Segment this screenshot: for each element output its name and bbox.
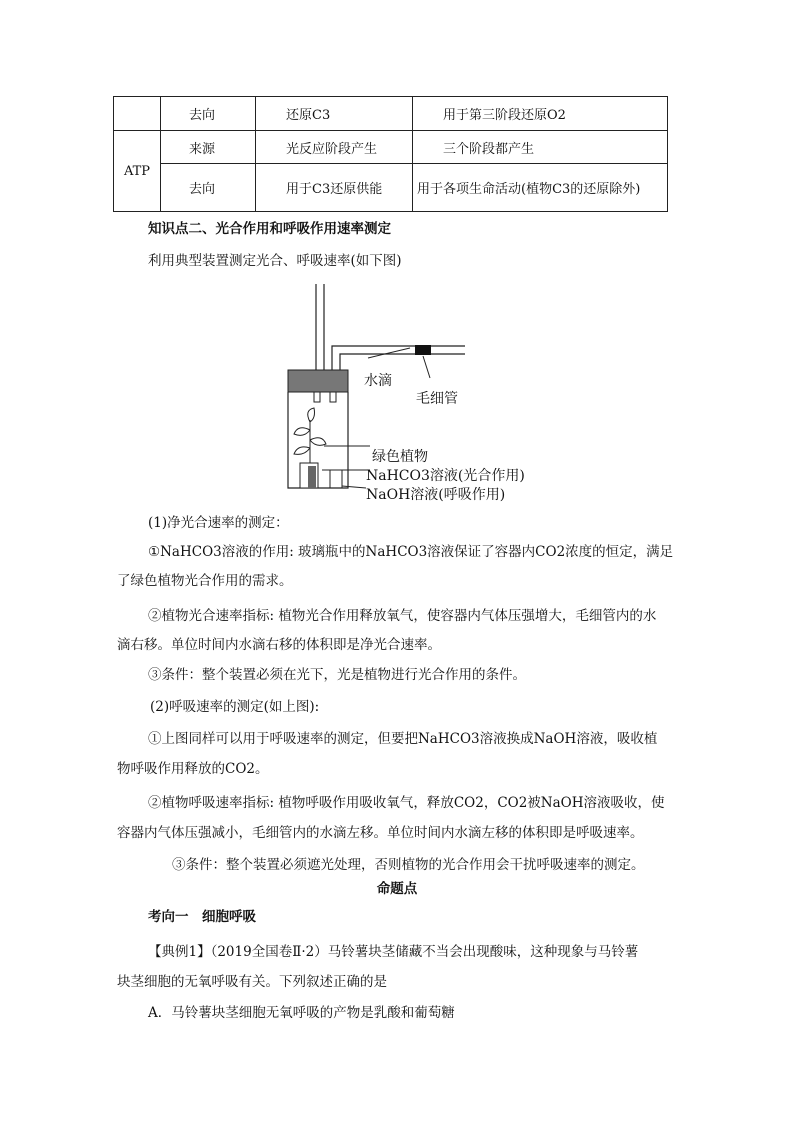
table-cell: 去向 — [161, 97, 256, 131]
table-row — [114, 97, 668, 131]
paragraph: (1)净光合速率的测定： — [148, 515, 289, 531]
table-cell: 去向 — [161, 164, 256, 212]
paragraph: 了绿色植物光合作用的需求。 — [117, 573, 293, 589]
section-title: 知识点二、光合作用和呼吸作用速率测定 — [148, 221, 391, 237]
table-cell: 三个阶段都产生 — [413, 131, 668, 164]
example-text: 块茎细胞的无氧呼吸有关。下列叙述正确的是 — [117, 974, 387, 990]
intro-text: 利用典型装置测定光合、呼吸速率(如下图) — [148, 253, 402, 269]
paragraph: 物呼吸作用释放的CO2。 — [117, 761, 269, 777]
paragraph: (2)呼吸速率的测定(如上图): — [150, 699, 320, 715]
heading-mingtidian: 命题点 — [376, 881, 418, 897]
example-text: 【典例1】（2019全国卷Ⅱ·2）马铃薯块茎储藏不当会出现酸味，这种现象与马铃薯 — [148, 944, 639, 960]
paragraph: ③条件：整个装置必须遮光处理，否则植物的光合作用会干扰呼吸速率的测定。 — [172, 857, 645, 873]
paragraph: ①NaHCO3溶液的作用: 玻璃瓶中的NaHCO3溶液保证了容器内CO2浓度的恒定，满足 — [148, 544, 674, 560]
paragraph: ③条件：整个装置必须在光下，光是植物进行光合作用的条件。 — [148, 667, 526, 683]
table-cell: 用于C3还原供能 — [256, 164, 413, 212]
label-naoh: NaOH溶液(呼吸作用) — [366, 487, 506, 503]
label-capillary: 毛细管 — [416, 391, 458, 407]
paragraph: ②植物光合速率指标: 植物光合作用释放氧气，使容器内气体压强增大，毛细管内的水 — [148, 608, 657, 624]
table-cell: 还原C3 — [256, 97, 413, 131]
water-drop-mark — [415, 345, 431, 355]
table-cell: 来源 — [161, 131, 256, 164]
option-a: A．马铃薯块茎细胞无氧呼吸的产物是乳酸和葡萄糖 — [148, 1005, 455, 1021]
table-cell: 光反应阶段产生 — [256, 131, 413, 164]
paragraph: 滴右移。单位时间内水滴右移的体积即是净光合速率。 — [117, 637, 441, 653]
table-cell-label — [114, 97, 161, 131]
kaoxiang-title: 考向一 细胞呼吸 — [148, 909, 256, 925]
label-nahco3: NaHCO3溶液(光合作用) — [366, 468, 525, 484]
table-cell: 用于各项生命活动(植物C3的还原除外) — [413, 164, 668, 212]
paragraph: ①上图同样可以用于呼吸速率的测定，但要把NaHCO3溶液换成NaOH溶液，吸收植 — [148, 731, 658, 747]
label-green-plant: 绿色植物 — [372, 449, 428, 465]
paragraph: ②植物呼吸速率指标: 植物呼吸作用吸收氧气，释放CO2，CO2被NaOH溶液吸收，使 — [148, 795, 665, 811]
atp-table — [113, 96, 668, 212]
label-water-drop: 水滴 — [364, 373, 392, 389]
table-row — [114, 131, 668, 164]
paragraph: 容器内气体压强减小，毛细管内的水滴左移。单位时间内水滴左移的体积即是呼吸速率。 — [117, 825, 644, 841]
table-cell-atp: ATP — [114, 131, 161, 212]
table-cell: 用于第三阶段还原O2 — [413, 97, 668, 131]
table-row — [114, 164, 668, 212]
